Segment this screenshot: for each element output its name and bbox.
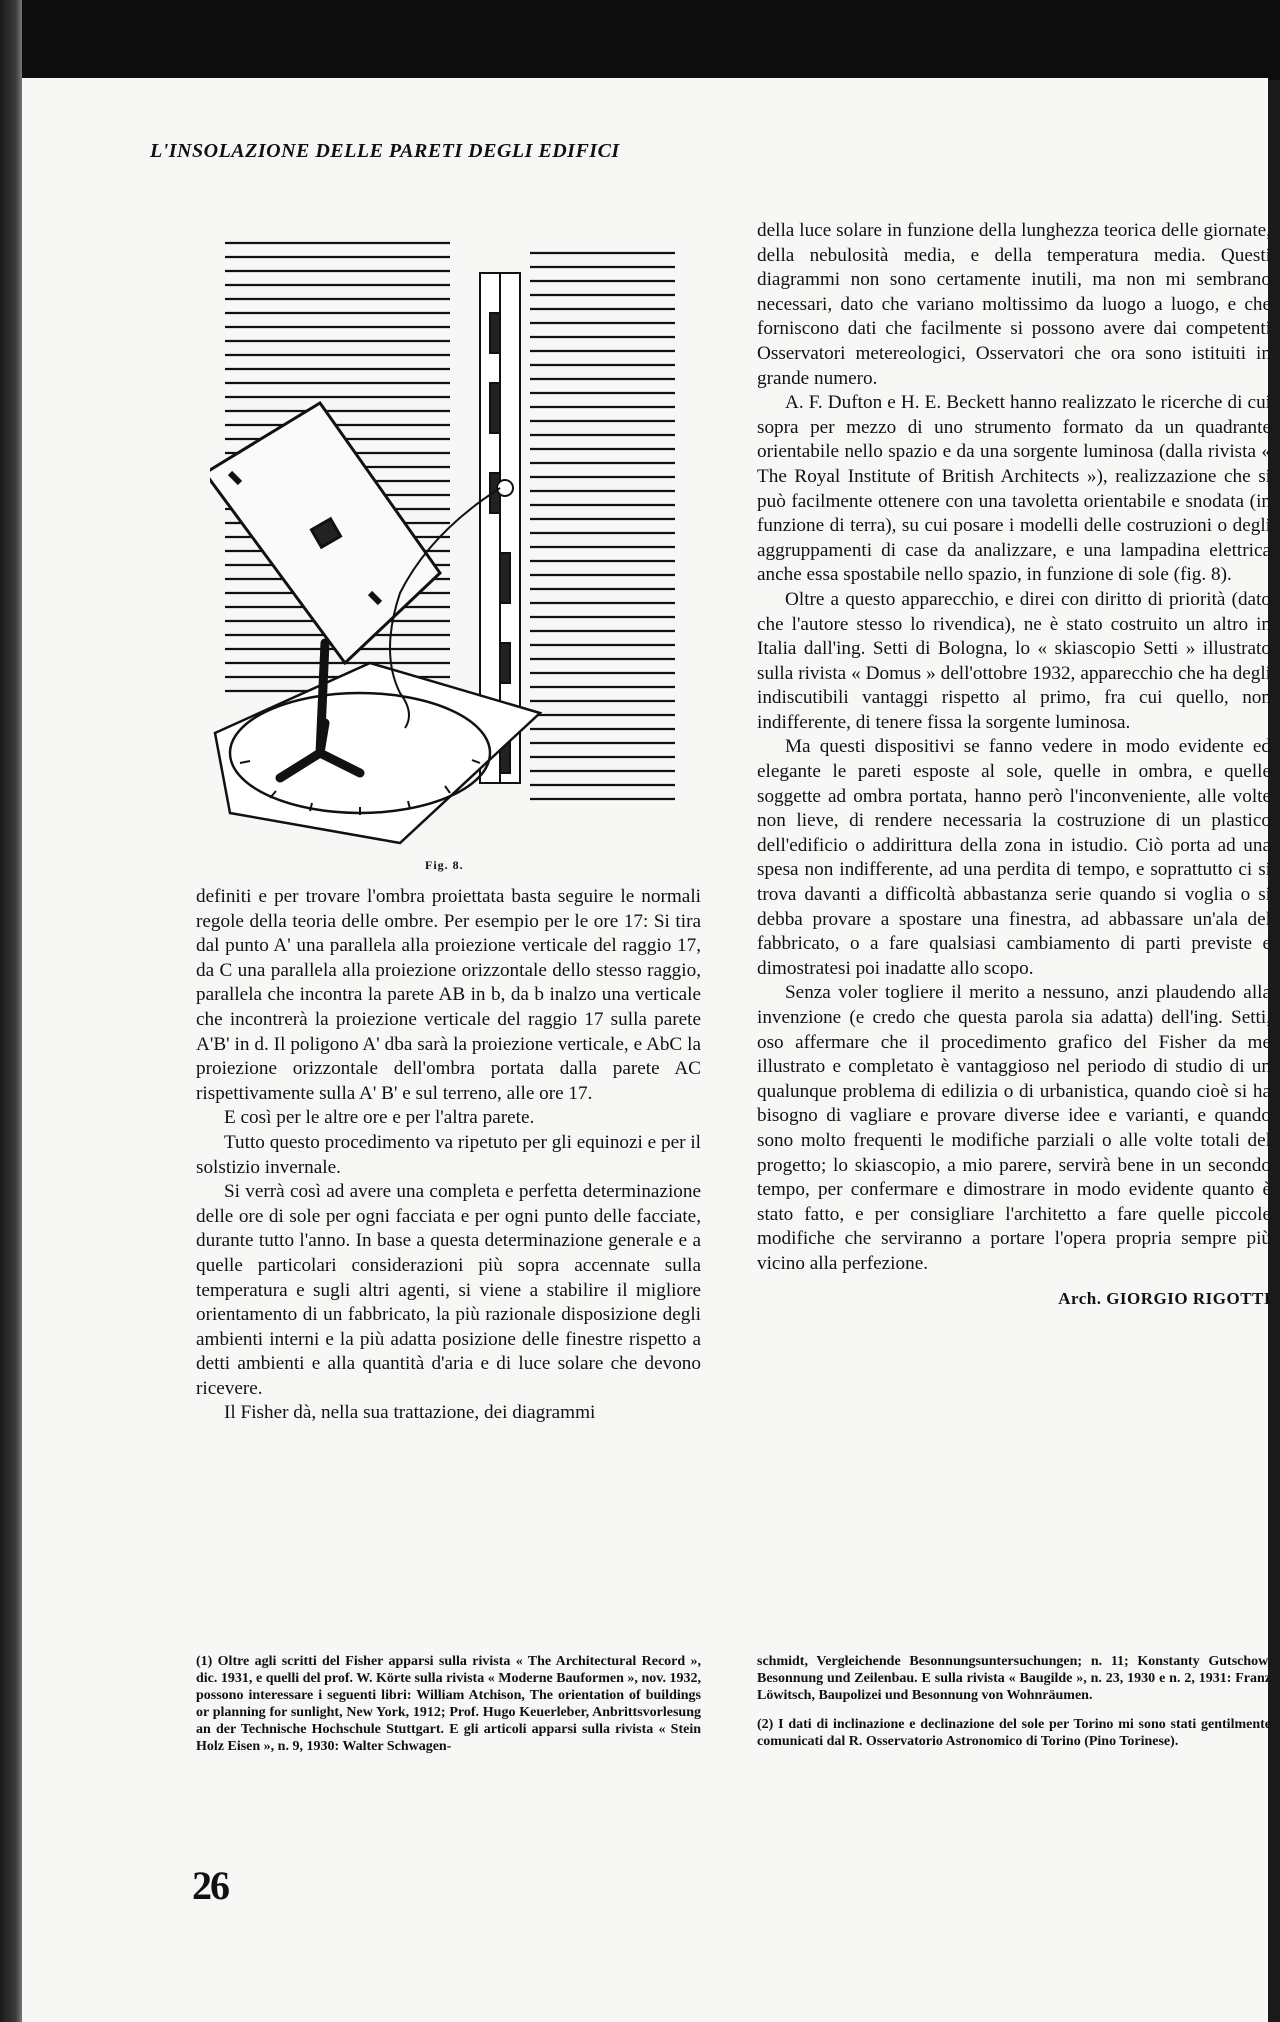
running-title: L'INSOLAZIONE DELLE PARETI DEGLI EDIFICI [150,140,620,162]
page-number: 26 [192,1863,228,1908]
author-signature: Arch. GIORGIO RIGOTTI [1058,1288,1271,1308]
paragraph: Si verrà così ad avere una completa e perfetta determinazione delle ore di sole per ogni facciata e per ogni punto delle facciate, durante tutto l'anno. In base a questa determinazione generale e a quelle particolari considerazioni più sopra accennate sulla temperatura e sugli altri agenti, si viene a stabilire il migliore orientamento di un fabbricato, la più razionale disposizione degli ambienti interni e la più adatta posizione delle finestre rispetto a detti ambienti e alla quantità d'aria e di luce solare che devono ricevere. [196,1181,701,1399]
footnote-1-part-1: (1) Oltre agli scritti del Fisher apparsi sulla rivista « The Architectural Record », dic. 1931, e quelli del prof. W. Körte sulla rivista « Moderne Bauformen », nov. 1932, possono interessare i seguenti libri: William Atchison, The orientation of buildings or planning for sunlight, New York, 1912; Prof. Hugo Keuerleber, Anbrittsvorlesung an der Technische Hochschule Stuttgart. E gli articoli apparsi sulla rivista « Stein Holz Eisen », n. 9, 1930: Walter Schwagen- [196,1654,701,1754]
figure-caption: Fig. 8. [425,858,464,872]
paragraph: Ma questi dispositivi se fanno vedere in modo evidente ed elegante le pareti esposte al sole, quelle in ombra, e quelle soggette ad ombra portata, hanno però l'inconveniente, alle volte non lieve, di rendere necessaria la costruzione di un plastico dell'edificio o addirittura della zona in istudio. Ciò porta ad una spesa non indifferente, ad una perdita di tempo, e soprattutto ci si trova davanti a difficoltà abbastanza serie quando si voglia o si debba provare a spostare una finestra, ad abbassare un'ala del fabbricato, o a fare qualsiasi cambiamento di parti previste e dimostratesi poi inadatte allo scopo. [757,736,1271,979]
footnote-1-part-2: schmidt, Vergleichende Besonnungsuntersuchungen; n. 11; Konstanty Gutschow, Besonnung und Zeilenbau. E sulla rivista « Baugilde », n. 23, 1930 e n. 2, 1931: Franz Löwitsch, Baupolizei und Besonnung von Wohnräumen. [757,1654,1271,1703]
footnote-left [196,1653,701,1755]
scan-left-edge [0,0,22,2022]
paragraph: E così per le altre ore e per l'altra parete. [224,1107,535,1129]
figure-tilted-tablet [210,403,440,663]
paragraph: Il Fisher dà, nella sua trattazione, dei diagrammi [224,1402,596,1424]
paragraph: A. F. Dufton e H. E. Beckett hanno realizzato le ricerche di cui sopra per mezzo di uno strumento formato da un quadrante orientabile nello spazio e da una sorgente luminosa (dalla rivista « The Royal Institute of British Architects »), realizzazione che si può facilmente ottenere con una tavoletta orientabile e snodata (in funzione di terra), su cui posare i modelli delle costruzioni o degli aggruppamenti di case da analizzare, e una lampadina elettrica anche essa spostabile nello spazio, in funzione di sole (fig. 8). [757,392,1271,586]
paragraph: definiti e per trovare l'ombra proiettata basta seguire le normali regole della teoria delle ombre. Per esempio per le ore 17: Si tira dal punto A' una parallela alla proiezione verticale del raggio 17, da C una parallela alla proiezione orizzontale dello stesso raggio, parallela che incontra la parete AB in b, da b inalzo una verticale che incontrerà la proiezione verticale del raggio 17 sulla parete A'B' in d. Il poligono A' dba sarà la proiezione verticale, e AbC la proiezione orizzontale dell'ombra portata dalla parete AC rispettivamente sulla A' B' e sul terreno, alle ore 17. [196,886,701,1104]
figure-skiascope-illustration [210,233,680,853]
scan-top-band [0,0,1280,78]
left-text-column [196,885,701,1426]
footnote-2: (2) I dati di inclinazione e declinazione del sole per Torino mi sono stati gentilmente comunicati dal R. Osservatorio Astronomico di Torino (Pino Torinese). [757,1717,1271,1749]
footnote-right [757,1653,1271,1762]
paragraph: della luce solare in funzione della lunghezza teorica delle giornate, della nebulosità media, e della temperatura media. Questi diagrammi non sono certamente inutili, ma non mi sembrano necessari, dato che variano moltissimo da luogo a luogo, e che forniscono dati che facilmente si possono avere dai competenti Osservatori metereologici, Osservatori che ora sono istituiti in grande numero. [757,220,1271,389]
right-text-column [757,219,1271,1311]
paragraph: Tutto questo procedimento va ripetuto per gli equinozi e per il solstizio invernale. [196,1131,701,1178]
paragraph: Senza voler togliere il merito a nessuno, anzi plaudendo alla invenzione (e credo che questa parola sia adatta) dell'ing. Setti, oso affermare che il procedimento grafico del Fisher da me illustrato e completato è vantaggioso nel periodo di studio di un qualunque problema di edilizia o di urbanistica, quando cioè si ha bisogno di vagliare e provare diverse idee e varianti, e quando sono molto frequenti le modifiche parziali o alle volte totali del progetto; lo skiascopio, a mio parere, servirà bene in un secondo tempo, per confermare e dimostrare in modo evidente quanto è stato fatto, e per consigliare l'architetto a fare quelle piccole modifiche che serviranno a portare l'opera propria sempre più vicino alla perfezione. [757,982,1271,1274]
paragraph: Oltre a questo apparecchio, e direi con diritto di priorità (dato che l'autore stesso lo rivendica), ne è stato costruito un altro in Italia dall'ing. Setti di Bologna, lo « skiascopio Setti » illustrato sulla rivista « Domus » dell'ottobre 1932, apparecchio che ha degli indiscutibili vantaggi rispetto al primo, fra cui quello, non indifferente, di tenere fissa la sorgente luminosa. [757,588,1271,733]
